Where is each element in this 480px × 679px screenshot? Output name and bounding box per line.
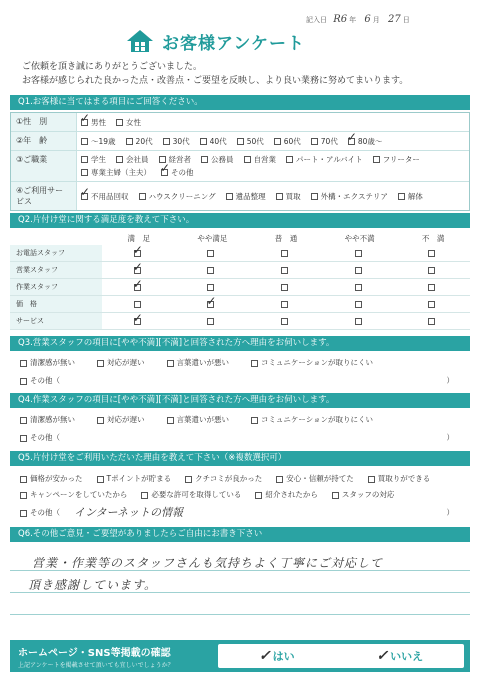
- q4-other: [10, 431, 470, 445]
- q4-option[interactable]: [20, 412, 75, 428]
- q1-row-label: ③ご職業: [11, 151, 77, 181]
- q2-row-label: 作業スタッフ: [10, 279, 102, 295]
- q2-row: [10, 242, 470, 262]
- q1-row-label: ①性 別: [11, 113, 77, 131]
- q5-option-label: 買取りができる: [377, 474, 431, 483]
- q3-option-label: 対応が遅い: [107, 358, 145, 367]
- q5-other-checkbox[interactable]: [20, 510, 27, 517]
- q2-rating-checkbox[interactable]: [428, 318, 435, 325]
- q4-option[interactable]: [97, 412, 145, 428]
- yes-check-mark: ✓: [258, 648, 271, 664]
- q1-option-checkbox[interactable]: [160, 161, 171, 176]
- q2-row: [10, 310, 470, 330]
- q3-option[interactable]: [251, 355, 373, 371]
- check-mark: ✓: [132, 242, 143, 257]
- q2-rating-cell: [176, 250, 250, 257]
- q1-option-label: ～19歳: [91, 136, 116, 146]
- q6-comment-line-1: 営業・作業等のスタッフさんも気持ちよく丁寧にご対応して: [32, 556, 384, 570]
- consent-yes[interactable]: [259, 648, 295, 664]
- q2-rating-checkbox[interactable]: [207, 250, 214, 257]
- q2-rating-checkbox[interactable]: [207, 284, 214, 291]
- q1-option-checkbox[interactable]: [200, 138, 207, 145]
- q6-header: Q6.その他ご意見・ご要望がありましたらご自由にお書き下さい: [10, 527, 470, 542]
- q1-option[interactable]: [274, 135, 301, 148]
- q3-option-label: 清潔感が無い: [30, 358, 75, 367]
- q5-other-close: ）: [446, 508, 454, 517]
- q3-option[interactable]: [97, 355, 145, 371]
- q3-option-label: 言葉遣いが悪い: [176, 358, 229, 367]
- q2-rating-checkbox[interactable]: [281, 318, 288, 325]
- q4-header: Q4.作業スタッフの項目に[やや不満][不満]と回答された方へ理由をお伺いします。: [10, 393, 470, 408]
- q1-row: [11, 129, 469, 151]
- q1-header: Q1.お客様に当てはまる項目にご回答ください。: [10, 95, 470, 110]
- q1-option-checkbox[interactable]: [201, 156, 208, 163]
- check-mark: ✓: [132, 259, 143, 274]
- q2-rating-checkbox[interactable]: [355, 318, 362, 325]
- q2-rating-cell: [102, 310, 176, 325]
- q1-option-label: 会社員: [126, 155, 149, 164]
- page-title: お客様アンケート: [162, 33, 305, 54]
- q4-option-label: 言葉遣いが悪い: [176, 415, 229, 424]
- q6-comment-line-2: 頂き感謝しています。: [28, 578, 158, 592]
- q3-other-label: その他（: [30, 376, 60, 385]
- date-label: 記入日: [306, 16, 327, 24]
- q2-rating-checkbox[interactable]: [132, 276, 143, 291]
- q1-option[interactable]: [160, 161, 194, 179]
- q1-option-checkbox[interactable]: [163, 138, 170, 145]
- q1-option[interactable]: [346, 129, 383, 148]
- q1-option[interactable]: [200, 135, 227, 148]
- q2-rating-checkbox[interactable]: [355, 250, 362, 257]
- q5-other-value[interactable]: インターネットの情報: [74, 506, 184, 519]
- q1-option[interactable]: [373, 153, 420, 166]
- q5-option-checkbox[interactable]: [20, 476, 27, 483]
- q2-rating-checkbox[interactable]: [281, 267, 288, 274]
- check-mark: ✓: [80, 184, 91, 199]
- q5-option-label: Tポイントが貯まる: [106, 474, 172, 483]
- q3-option-label: コミュニケーションが取りにくい: [261, 358, 374, 367]
- q5-option-checkbox[interactable]: [20, 492, 27, 499]
- q5-option-label: スタッフの対応: [341, 490, 395, 499]
- q2-rating-cell: [176, 318, 250, 325]
- q2-rating-cell: [323, 250, 397, 257]
- q5-option-checkbox[interactable]: [141, 492, 148, 499]
- q3-option-checkbox[interactable]: [20, 360, 27, 367]
- q2-rating-cell: [396, 318, 470, 325]
- q1-row: [11, 110, 469, 132]
- q2-rating-checkbox[interactable]: [355, 301, 362, 308]
- q1-option-checkbox[interactable]: [398, 193, 405, 200]
- q5-other-label: その他（: [30, 508, 60, 517]
- q5-option-label: クチコミが良かった: [195, 474, 263, 483]
- q2-rating-cell: [102, 242, 176, 257]
- q4-option-checkbox[interactable]: [251, 417, 258, 424]
- q1-option-label: 学生: [91, 155, 106, 164]
- q2-rating-checkbox[interactable]: [132, 310, 143, 325]
- q1-option-label: ハウスクリーニング: [148, 191, 216, 201]
- q1-option-label: 30代: [172, 136, 190, 146]
- q1-option-checkbox[interactable]: [139, 193, 146, 200]
- q1-option[interactable]: [201, 153, 234, 166]
- q1-option-label: 40代: [209, 136, 227, 146]
- consent-title: ホームページ・SNS等掲載の確認: [18, 648, 171, 659]
- q1-option[interactable]: [126, 135, 153, 148]
- q1-option-checkbox[interactable]: [226, 193, 233, 200]
- yes-label: はい: [272, 650, 295, 663]
- q1-option-label: 買取: [285, 191, 301, 201]
- q1-option[interactable]: [226, 190, 266, 203]
- q1-option-checkbox[interactable]: [116, 156, 123, 163]
- q2-rating-cell: [102, 259, 176, 274]
- no-label: いいえ: [390, 650, 424, 663]
- q1-row: [11, 182, 469, 210]
- date-year-unit: 年: [349, 16, 357, 24]
- q6-comment-area[interactable]: [10, 544, 470, 624]
- date-day[interactable]: 27: [387, 14, 401, 25]
- q1-option-checkbox[interactable]: [80, 184, 91, 200]
- date-day-unit: 日: [402, 16, 410, 24]
- q5-option-checkbox[interactable]: [368, 476, 375, 483]
- q4-option-label: 清潔感が無い: [30, 415, 75, 424]
- q1-option-checkbox[interactable]: [274, 138, 281, 145]
- consent-no[interactable]: [376, 648, 423, 664]
- q2-column-header: やや満足: [197, 233, 228, 243]
- q4-other-checkbox[interactable]: [20, 435, 27, 442]
- q2-rating-checkbox[interactable]: [281, 284, 288, 291]
- q2-rating-checkbox[interactable]: [134, 301, 141, 308]
- q3-option-checkbox[interactable]: [167, 360, 174, 367]
- q1-row-label: ②年 齢: [11, 132, 77, 150]
- q2-rating-checkbox[interactable]: [207, 267, 214, 274]
- q1-option[interactable]: [80, 184, 129, 203]
- q2-rating-cell: [176, 267, 250, 274]
- q2-rating-cell: [102, 276, 176, 291]
- date-month[interactable]: 6: [364, 14, 371, 25]
- q1-option-checkbox[interactable]: [81, 156, 88, 163]
- q2-rating-cell: [176, 284, 250, 291]
- consent-choices: [218, 644, 464, 668]
- q1-option[interactable]: [311, 190, 388, 203]
- q1-option[interactable]: [237, 135, 264, 148]
- q2-column-header: 普 通: [274, 233, 298, 243]
- q4-option[interactable]: [251, 412, 373, 428]
- q2-row: [10, 276, 470, 296]
- q2-rating-checkbox[interactable]: [428, 267, 435, 274]
- q2-rating-cell: [323, 267, 397, 274]
- q1-option[interactable]: [116, 116, 141, 129]
- q2-rating-cell: [396, 284, 470, 291]
- q1-option-label: 70代: [320, 136, 338, 146]
- q1-row: [11, 151, 469, 182]
- q1-option-label: 外構・エクステリア: [320, 191, 388, 201]
- q5-option[interactable]: [332, 487, 395, 503]
- q1-option-checkbox[interactable]: [244, 156, 251, 163]
- survey-title: [126, 28, 305, 54]
- q2-table: [10, 231, 470, 330]
- q5-option[interactable]: [97, 471, 172, 487]
- q3-other: [10, 374, 470, 388]
- q2-column-header: やや不満: [344, 233, 375, 243]
- q2-rating-checkbox[interactable]: [428, 250, 435, 257]
- q2-rating-cell: [323, 301, 397, 308]
- q4-option-checkbox[interactable]: [20, 417, 27, 424]
- q1-option-label: 解体: [407, 191, 423, 201]
- intro-line-2: お客様が感じられた良かった点・改善点・ご要望を反映し、より良い業務に努めてまいります。: [22, 76, 409, 86]
- q2-rating-cell: [249, 284, 323, 291]
- q4-option[interactable]: [167, 412, 230, 428]
- q1-option[interactable]: [286, 153, 363, 166]
- q3-option-checkbox[interactable]: [97, 360, 104, 367]
- q1-option-label: 80歳～: [357, 136, 383, 146]
- q5-option-label: キャンペーンをしていたから: [30, 490, 128, 499]
- q1-option-checkbox[interactable]: [81, 138, 88, 145]
- q3-option-checkbox[interactable]: [251, 360, 258, 367]
- q1-option[interactable]: [163, 135, 190, 148]
- q5-option[interactable]: [185, 471, 262, 487]
- q1-option-checkbox[interactable]: [286, 156, 293, 163]
- q2-rating-cell: [396, 250, 470, 257]
- q1-option-label: フリーター: [382, 155, 420, 164]
- q1-option-label: 公務員: [211, 155, 234, 164]
- q1-option-label: パート・アルバイト: [296, 155, 363, 164]
- q1-option-checkbox[interactable]: [81, 169, 88, 176]
- q5-option-checkbox[interactable]: [276, 476, 283, 483]
- check-mark: ✓: [206, 293, 217, 308]
- q1-option-label: 男性: [91, 117, 106, 127]
- q3-header: Q3.営業スタッフの項目に[やや不満][不満]と回答された方へ理由をお伺いします。: [10, 336, 470, 351]
- consent-subtitle: 上記アンケートを掲載させて頂いても宜しいでしょうか？: [18, 662, 174, 669]
- q1-option[interactable]: [81, 153, 106, 166]
- entry-date: [306, 14, 416, 25]
- q5-option-checkbox[interactable]: [332, 492, 339, 499]
- no-check-mark: ✓: [376, 648, 389, 664]
- q2-rating-checkbox[interactable]: [428, 284, 435, 291]
- q2-rating-cell: [396, 267, 470, 274]
- q5-option-checkbox[interactable]: [185, 476, 192, 483]
- q3-other-checkbox[interactable]: [20, 378, 27, 385]
- q5-option[interactable]: [141, 487, 241, 503]
- q5-option-label: 安心・信頼が持てた: [286, 474, 354, 483]
- q2-rating-cell: [249, 318, 323, 325]
- intro-line-1: ご依頼を頂き誠にありがとうございました。: [22, 62, 203, 72]
- q3-options: [10, 352, 470, 388]
- q1-option[interactable]: [398, 190, 423, 203]
- q1-option-checkbox[interactable]: [80, 110, 91, 126]
- q2-row: [10, 293, 470, 313]
- q2-rating-checkbox[interactable]: [132, 242, 143, 257]
- q1-option-checkbox[interactable]: [373, 156, 380, 163]
- q2-rating-cell: [323, 284, 397, 291]
- q1-option-checkbox[interactable]: [311, 193, 318, 200]
- q4-options: [10, 409, 470, 445]
- q2-rating-cell: [249, 250, 323, 257]
- q5-options: [10, 468, 470, 520]
- intro-text: [22, 60, 408, 88]
- q1-option-checkbox[interactable]: [126, 138, 133, 145]
- q2-row-label: 価 格: [10, 296, 102, 312]
- q6-rule: [10, 614, 470, 615]
- q4-option-checkbox[interactable]: [97, 417, 104, 424]
- check-mark: ✓: [80, 110, 91, 125]
- q1-option-label: 50代: [246, 136, 264, 146]
- q5-option[interactable]: [20, 487, 127, 503]
- q1-option[interactable]: [80, 110, 106, 129]
- q2-header: Q2.片付け堂に関する満足度を教えて下さい。: [10, 213, 470, 228]
- q4-option-label: 対応が遅い: [107, 415, 145, 424]
- publish-consent: [10, 640, 470, 672]
- q5-other: [10, 506, 470, 520]
- q4-option-label: コミュニケーションが取りにくい: [261, 415, 374, 424]
- q5-option[interactable]: [20, 471, 83, 487]
- q1-option[interactable]: [311, 135, 338, 148]
- q2-rating-cell: [249, 267, 323, 274]
- check-mark: ✓: [160, 161, 171, 175]
- q2-row-label: サービス: [10, 313, 102, 329]
- q1-option-label: 女性: [126, 117, 141, 127]
- q1-option-label: 不用品回収: [91, 191, 129, 201]
- q1-option[interactable]: [81, 135, 116, 148]
- date-year[interactable]: R6: [333, 14, 348, 25]
- q2-rating-checkbox[interactable]: [355, 284, 362, 291]
- q1-option-label: その他: [171, 168, 194, 177]
- q2-rating-cell: [396, 301, 470, 308]
- q2-row-label: 営業スタッフ: [10, 262, 102, 278]
- q1-option[interactable]: [276, 190, 301, 203]
- q1-option-checkbox[interactable]: [116, 119, 123, 126]
- q2-rating-checkbox[interactable]: [281, 301, 288, 308]
- q2-rating-checkbox[interactable]: [428, 301, 435, 308]
- q2-rating-checkbox[interactable]: [355, 267, 362, 274]
- date-month-unit: 月: [372, 16, 380, 24]
- q2-rating-checkbox[interactable]: [207, 318, 214, 325]
- q1-option-label: 60代: [283, 136, 301, 146]
- q5-option-label: 紹介されたから: [265, 490, 318, 499]
- q3-option[interactable]: [20, 355, 75, 371]
- q1-option-label: 自営業: [253, 155, 276, 164]
- q5-option-checkbox[interactable]: [255, 492, 262, 499]
- check-mark: ✓: [132, 310, 143, 325]
- q2-column-header: 満 足: [127, 233, 151, 243]
- q1-option[interactable]: [81, 166, 151, 179]
- q1-option[interactable]: [244, 153, 277, 166]
- q3-option[interactable]: [167, 355, 230, 371]
- house-icon: [126, 29, 154, 53]
- q1-option-checkbox[interactable]: [276, 193, 283, 200]
- q1-option[interactable]: [139, 190, 216, 203]
- check-mark: ✓: [132, 276, 143, 291]
- q3-other-close: ）: [446, 376, 454, 385]
- q2-rating-checkbox[interactable]: [206, 293, 217, 308]
- q1-option-label: 経営者: [168, 155, 191, 164]
- q5-option[interactable]: [276, 471, 354, 487]
- q1-option[interactable]: [116, 153, 149, 166]
- q5-option[interactable]: [368, 471, 431, 487]
- q5-option[interactable]: [255, 487, 318, 503]
- q2-rating-checkbox[interactable]: [132, 259, 143, 274]
- q2-row-label: お電話スタッフ: [10, 245, 102, 261]
- q2-column-headers: [10, 231, 470, 245]
- q1-option-label: 20代: [135, 136, 153, 146]
- q1-option-checkbox[interactable]: [311, 138, 318, 145]
- q4-other-close: ）: [446, 433, 454, 442]
- q5-option-label: 価格が安かった: [30, 474, 83, 483]
- q2-rating-checkbox[interactable]: [281, 250, 288, 257]
- q2-rating-cell: [176, 293, 250, 308]
- q2-rating-cell: [323, 318, 397, 325]
- q5-option-checkbox[interactable]: [97, 476, 104, 483]
- q4-other-label: その他（: [30, 433, 60, 442]
- q2-rating-cell: [249, 301, 323, 308]
- q5-option-label: 必要な許可を取得している: [151, 490, 242, 499]
- q5-header: Q5.片付け堂をご利用いただいた理由を教えて下さい（※複数選択可）: [10, 451, 470, 466]
- q4-option-checkbox[interactable]: [167, 417, 174, 424]
- q2-rating-cell: [102, 301, 176, 308]
- q1-option-label: 遺品整理: [235, 191, 266, 201]
- q1-row-label: ④ご利用サービス: [11, 182, 77, 210]
- q1-table: [10, 112, 470, 211]
- check-mark: ✓: [346, 129, 357, 144]
- q2-column-header: 不 満: [421, 233, 445, 243]
- q1-option-label: 専業主婦（主夫）: [91, 168, 151, 177]
- q2-row: [10, 259, 470, 279]
- q1-option-checkbox[interactable]: [237, 138, 244, 145]
- q1-option-checkbox[interactable]: [346, 129, 357, 145]
